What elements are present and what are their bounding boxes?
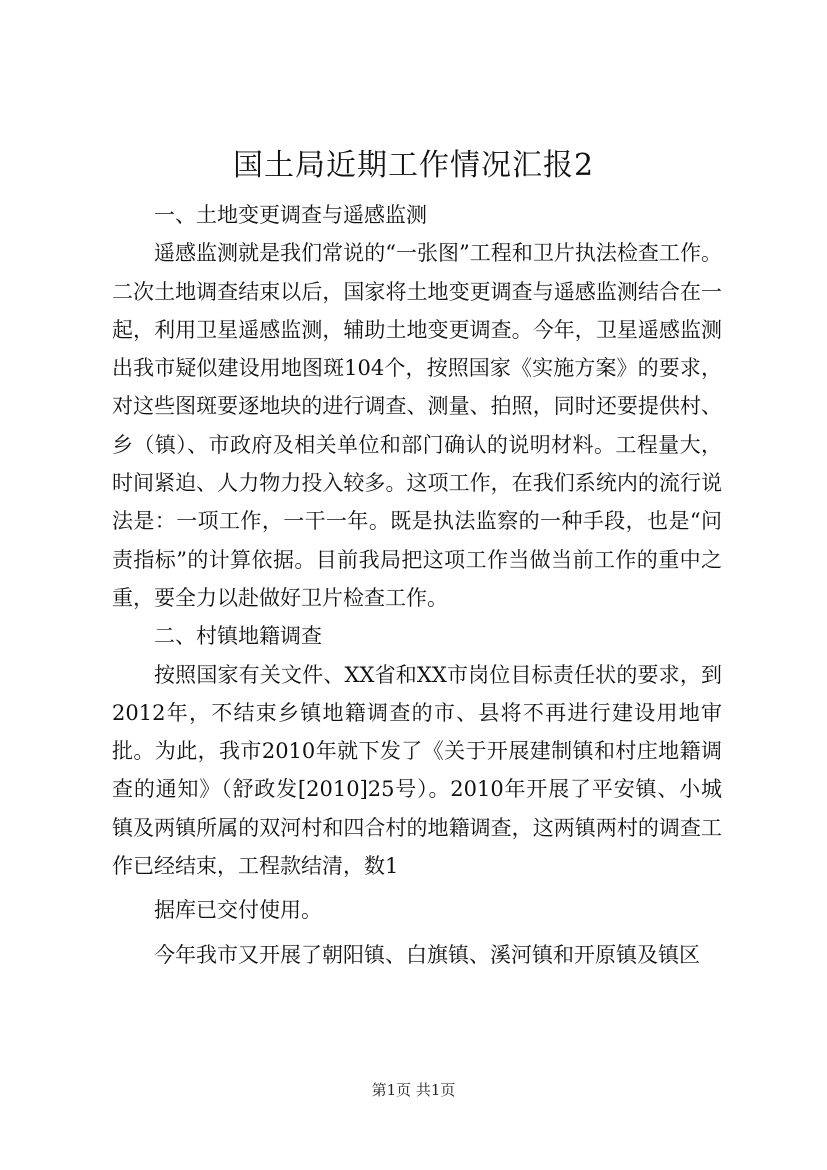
section-heading-2: 二、村镇地籍调查 [154,624,322,649]
document-body [112,196,722,974]
page-footer: 第1页 共1页 [371,1081,456,1099]
document-title: 国土局近期工作情况汇报2 [232,148,595,183]
paragraph-1: 遥感监测就是我们常说的“一张图”工程和卫片执法检查工作。二次土地调查结束以后，国家将土地变更调查与遥感监测结合在一起，利用卫星遥感监测，辅助土地变更调查。今年，卫星遥感监测出我市疑似建设用地图斑104个，按照国家《实施方案》的要求，对这些图斑要逐地块的进行调查、测量、拍照，同时还要提供村、乡（镇）、市政府及相关单位和部门确认的说明材料。工程量大，时间紧迫、人力物力投入较多。这项工作，在我们系统内的流行说法是：一项工作，一干一年。既是执法监察的一种手段，也是“问责指标”的计算依据。目前我局把这项工作当做当前工作的重中之重，要全力以赴做好卫片检查工作。 [112,241,722,610]
paragraph-3: 据库已交付使用。 [154,898,322,923]
paragraph-4: 今年我市又开展了朝阳镇、白旗镇、溪河镇和开原镇及镇区 [154,942,700,967]
section-heading-1: 一、土地变更调查与遥感监测 [154,203,427,227]
paragraph-2: 按照国家有关文件、XX省和XX市岗位目标责任状的要求，到2012年，不结束乡镇地籍调查的市、县将不再进行建设用地审批。为此，我市2010年就下发了《关于开展建制镇和村庄地籍调查的通知》（舒政发[2010]25号）。2010年开展了平安镇、小城镇及两镇所属的双河村和四合村的地籍调查，这两镇两村的调查工作已经结束，工程款结清，数1 [112,662,722,879]
